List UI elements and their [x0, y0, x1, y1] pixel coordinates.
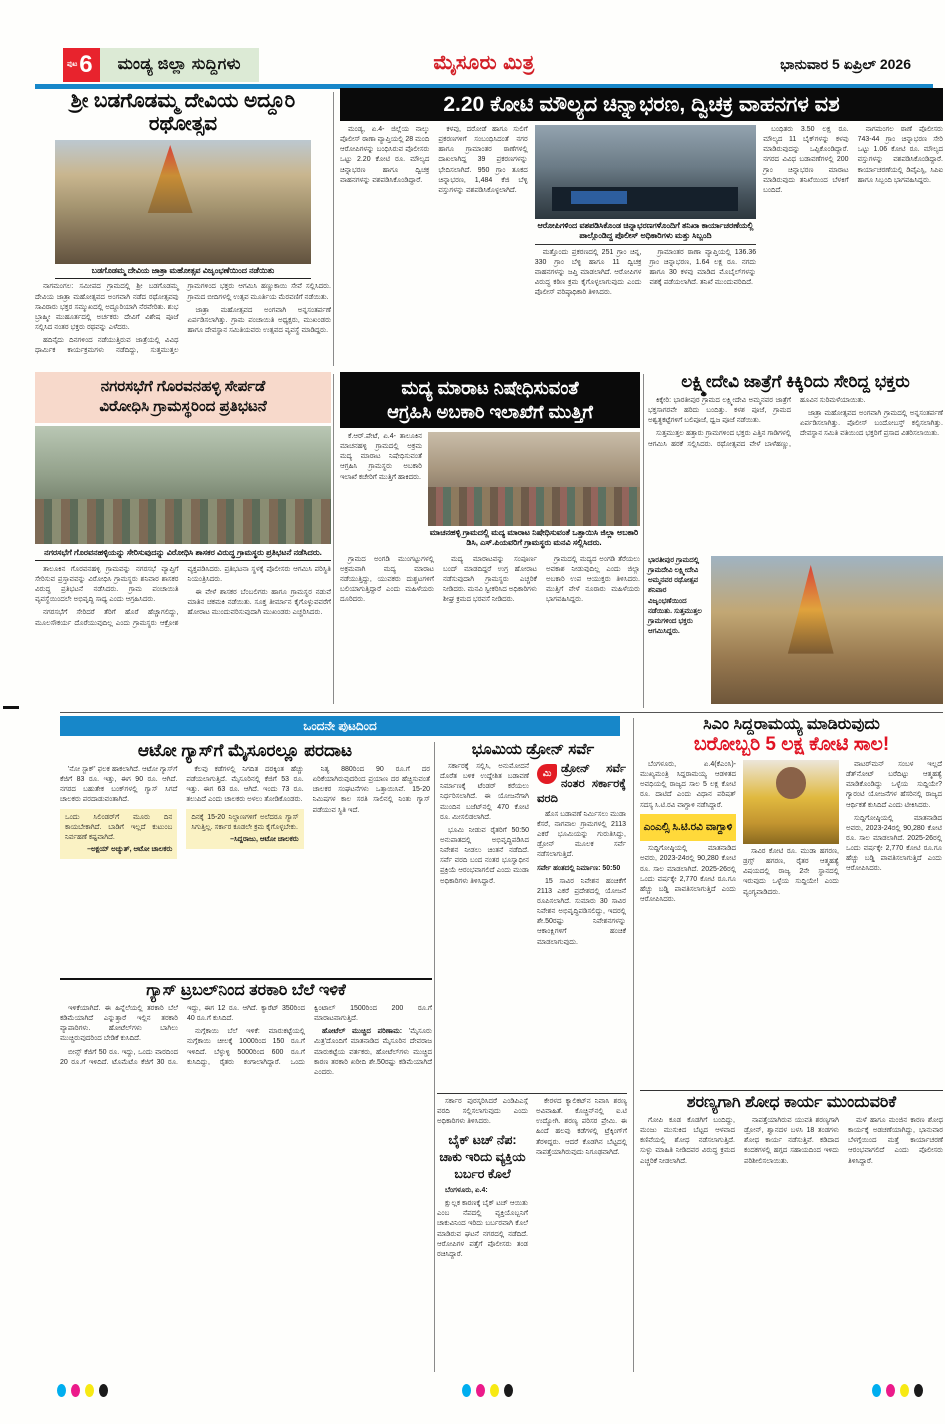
subhead-block — [537, 762, 626, 807]
chariot-shape — [142, 145, 198, 213]
body-paragraph: ಗ್ರಾಮದ ಅಂಗಡಿ ಮುಂಗಟ್ಟುಗಳಲ್ಲಿ ಅಕ್ರಮವಾಗಿ ಮದ್ಯ ಮಾರಾಟ ನಡೆಯುತ್ತಿದ್ದು, ಯುವಕರು ದುಶ್ಚಟಗಳಿಗೆ ಬಲಿಯಾಗುತ್ತಿದ್ದಾರೆ ಎಂದು ಮಹಿಳೆಯರು ದೂರಿದರು. — [340, 555, 434, 604]
body-paragraph: ತಾಲೂಕಿನ ಗೊರವನಹಳ್ಳಿ ಗ್ರಾಮವನ್ನು ನಗರಸಭೆ ವ್ಯಾಪ್ತಿಗೆ ಸೇರಿಸುವ ಪ್ರಸ್ತಾವವನ್ನು ವಿರೋಧಿಸಿ ಗ್ರಾಮಸ್ಥರು ಶನಿವಾರ ಶಾಸಕರ ವಿರುದ್ಧ ಪ್ರತಿಭಟನೆ ನಡೆಸಿದರು. ಗ್ರಾಮ ಪಂಚಾಯಿತಿ ವ್ಯವಸ್ಥೆಯಿಂದಲೇ ಅಭಿವೃದ್ಧಿ ಸಾಧ್ಯ ಎಂದು ಆಗ್ರಹಿಸಿದರು. — [35, 565, 179, 604]
article-vegetable-price — [60, 978, 432, 1364]
quote-attribution: –ಸಿದ್ದರಾಜು, ಆಟೋ ಚಾಲಕರು — [230, 835, 299, 843]
photo-block — [428, 432, 640, 551]
headline-text: 2.20 ಕೋಟಿ ಮೌಲ್ಯದ ಚಿನ್ನಾಭರಣ, ದ್ವಿಚಕ್ರ ವಾಹನಗಳ ವಶ — [443, 92, 840, 116]
body-paragraph: ಗ್ರಾಮದಲ್ಲಿ ಮದ್ಯದ ಅಂಗಡಿ ತೆರೆಯಲು ಅವಕಾಶ ನೀಡುವುದಿಲ್ಲ ಎಂದು ಜಿಲ್ಲಾ ಅಬಕಾರಿ ಉಪ ಆಯುಕ್ತರು ತಿಳಿಸಿದರು. ಮುತ್ತಿಗೆ ವೇಳೆ ನೂರಾರು ಮಹಿಳೆಯರು ಭಾಗವಹಿಸಿದ್ದರು. — [546, 555, 640, 604]
body-paragraph: ಸರ್ಕಾರಕ್ಕೆ ಸಲ್ಲಿಸಿ, ಅನುಮೋದನೆ ದೊರೆತ ಬಳಿಕ ಉದ್ದೇಶಿತ ಬಡಾವಣೆ ನಿರ್ಮಾಣಕ್ಕೆ ಟೆಂಡರ್ ಕರೆಯಲು ನಿರ್ಧರಿಸಲಾಗಿದೆ. ಈ ಯೋಜನೆಗಾಗಿ ಮುಂದಿನ ಬಜೆಟ್‌ನಲ್ಲಿ 470 ಕೋಟಿ ರೂ. ಮೀಸಲಿಡಲಾಗಿದೆ. — [440, 763, 529, 821]
evidence-table-shape — [552, 187, 738, 211]
body-column — [440, 762, 529, 1084]
article-auto-gas — [60, 741, 430, 973]
article-lakshmi-jatre — [648, 372, 943, 704]
article-bike-murder — [437, 1093, 627, 1369]
article-headline: ಆಟೋ ಗ್ಯಾಸ್‌ಗೆ ಮೈಸೂರಲ್ಲೂ ಪರದಾಟ — [137, 741, 353, 760]
body-paragraph: ಈ ವೇಳೆ ಶಾಸಕರ ಬೆಂಬಲಿಗರು ಹಾಗೂ ಗ್ರಾಮಸ್ಥರ ನಡುವೆ ಮಾತಿನ ಚಕಮಕಿ ನಡೆಯಿತು. ಸೂಕ್ತ ತೀರ್ಮಾನ ಕೈಗೊಳ್ಳುವವರೆಗೆ ಹೋರಾಟ ಮುಂದುವರಿಸುವುದಾಗಿ ಮುಖಂಡರು ಎಚ್ಚರಿಸಿದರು. — [187, 589, 331, 617]
body-paragraph: 15 ಸಾವಿರ ನಿವೇಶನ ಹಂಚಿಕೆಗೆ 2113 ಎಕರೆ ಪ್ರದೇಶದಲ್ಲಿ ಯೋಜನೆ ರೂಪಿಸಲಾಗಿದೆ. ಸುಮಾರು 30 ಸಾವಿರ ನಿವೇಶನ ಅಭಿವೃದ್ಧಿಪಡಿಸಲಿದ್ದು, ಇದರಲ್ಲಿ ಶೇ.50ರಷ್ಟು ನಿವೇಶನಗಳನ್ನು ಆಕಾಂಕ್ಷಿಗಳಿಗೆ ಹಂಚಿಕೆ ಮಾಡಲಾಗುವುದು. — [537, 877, 626, 946]
quote-attribution: –ಅಕ್ಷಯ್ ಅಚ್ಯುತ್, ಆಟೋ ಚಾಲಕರು — [87, 845, 173, 853]
body-paragraph: ಕ್ಷುಲ್ಲಕ ಕಾರಣಕ್ಕೆ ಬೈಕ್ ಟಚ್ ಆಯಿತು ಎಂಬ ನೆಪದಲ್ಲಿ ವ್ಯಕ್ತಿಯೊಬ್ಬನಿಗೆ ಚಾಕುವಿನಿಂದ ಇರಿದು ಬರ್ಬರವಾಗಿ ಕೊಲೆ ಮಾಡಿರುವ ಘಟನೆ ನಗರದಲ್ಲಿ ನಡೆದಿದೆ. ಆರೋಪಿಗಳ ಪತ್ತೆಗೆ ಪೊಲೀಸರು ತಂಡ ರಚಿಸಿದ್ದಾರೆ. — [437, 1200, 528, 1258]
body-column — [743, 760, 839, 1072]
black-dot — [914, 1384, 923, 1397]
ct-ravi-photo — [743, 760, 839, 844]
article-gold-seizure — [340, 88, 943, 367]
article-cm-debt — [640, 716, 943, 1072]
article-headline: ಭೂಮಿಯ ಡ್ರೋನ್ ಸರ್ವೆ — [471, 741, 595, 758]
body-column — [846, 760, 942, 1072]
body-paragraph: ಕಳವು, ದರೋಡೆ ಹಾಗೂ ಸುಲಿಗೆ ಪ್ರಕರಣಗಳಿಗೆ ಸಂಬಂಧಿಸಿದಂತೆ ನಗರ ಹಾಗೂ ಗ್ರಾಮಾಂತರ ಠಾಣೆಗಳಲ್ಲಿ ದಾಖಲಾಗಿದ್ದ 39 ಪ್ರಕರಣಗಳನ್ನು ಭೇದಿಸಲಾಗಿದೆ. 950 ಗ್ರಾಂ ತೂಕದ ಚಿನ್ನಾಭರಣ, 1,484 ಕೆಜಿ ಬೆಳ್ಳಿ ವಸ್ತುಗಳನ್ನು ವಶಪಡಿಸಿಕೊಳ್ಳಲಾಗಿದೆ. — [438, 126, 528, 194]
body-paragraph: ಭೂಮಿ ನೀಡುವ ರೈತರಿಗೆ 50:50 ಅನುಪಾತದಲ್ಲಿ ಅಭಿವೃದ್ಧಿಪಡಿಸಿದ ನಿವೇಶನ ನೀಡಲು ಚಿಂತನೆ ನಡೆದಿದೆ. ಸರ್ವೆ ವರದಿ ಬಂದ ನಂತರ ಭೂಸ್ವಾಧೀನ ಪ್ರಕ್ರಿಯೆ ಆರಂಭವಾಗಲಿದೆ ಎಂದು ಮುಡಾ ಅಧಿಕಾರಿಗಳು ತಿಳಿಸಿದ್ದಾರೆ. — [440, 826, 529, 885]
article-drone-survey — [440, 741, 626, 1084]
chariot-shape — [781, 565, 841, 654]
body-column — [640, 760, 736, 1072]
quote-text: ಒಂದು ಸಿಲಿಂಡರ್‌ಗೆ ಮೂರು ದಿನ ಕಾಯಬೇಕಾಗಿದೆ. ಬಾಡಿಗೆ ಇಲ್ಲದೆ ಕುಟುಂಬ ನಿರ್ವಹಣೆ ಕಷ್ಟವಾಗಿದೆ. — [65, 813, 173, 841]
column-rule — [633, 718, 634, 1372]
body-paragraph: ಮದ್ಯ ಮಾರಾಟವನ್ನು ಸಂಪೂರ್ಣ ಬಂದ್ ಮಾಡದಿದ್ದರೆ ಉಗ್ರ ಹೋರಾಟ ನಡೆಸುವುದಾಗಿ ಗ್ರಾಮಸ್ಥರು ಎಚ್ಚರಿಕೆ ನೀಡಿದರು. ಮನವಿ ಸ್ವೀಕರಿಸಿದ ಅಧಿಕಾರಿಗಳು ಶೀಘ್ರ ಕ್ರಮದ ಭರವಸೆ ನೀಡಿದರು. — [443, 555, 537, 604]
jatre-chariot-photo — [711, 556, 943, 704]
photo-row — [648, 556, 943, 704]
black-dot — [99, 1384, 108, 1397]
body-paragraph: ಮತ್ತೊಂದು ಪ್ರಕರಣದಲ್ಲಿ 251 ಗ್ರಾಂ ಚಿನ್ನ, 330 ಗ್ರಾಂ ಬೆಳ್ಳಿ ಹಾಗೂ 11 ದ್ವಿಚಕ್ರ ವಾಹನಗಳನ್ನು ಜಪ್ತಿ ಮಾಡಲಾಗಿದೆ. ಆರೋಪಿಗಳ ವಿರುದ್ಧ ಕಠಿಣ ಕ್ರಮ ಕೈಗೊಳ್ಳಲಾಗುವುದು ಎಂದು ಪೊಲೀಸ್ ವರಿಷ್ಠಾಧಿಕಾರಿ ತಿಳಿಸಿದರು. — [534, 248, 642, 297]
body-paragraph: ವಾಟರ್‌ಮನ್ ಸಂಬಳ ಇಲ್ಲದೆ ಡೆತ್‌ನೋಟ್ ಬರೆದಿಟ್ಟು ಆತ್ಮಹತ್ಯೆ ಮಾಡಿಕೊಂಡಿದ್ದು ಒಳ್ಳೆಯ ಸುದ್ದಿಯೇ? ಗ್ಯಾರಂಟಿ ಯೋಜನೆಗಳ ಹೆಸರಿನಲ್ಲಿ ರಾಜ್ಯದ ಆರ್ಥಿಕತೆ ಕುಸಿದಿದೆ ಎಂದು ಟೀಕಿಸಿದರು. — [846, 761, 942, 809]
body-paragraph: ಸರ್ಕಾರ ಪುರಸ್ಕರಿಸಿದರೆ ಎಂಡಿಪಿಎಸ್ಗೆ ವರದಿ ಸಲ್ಲಿಸಲಾಗುವುದು ಎಂದು ಅಧಿಕಾರಿಗಳು ತಿಳಿಸಿದರು. — [437, 1098, 528, 1126]
article-liquor-protest — [340, 372, 640, 703]
body-paragraph: ಬಂಧಿತರು 3.50 ಲಕ್ಷ ರೂ. ಮೌಲ್ಯದ 11 ಬೈಕ್‌ಗಳನ್ನು ಕಳವು ಮಾಡಿರುವುದನ್ನು ಒಪ್ಪಿಕೊಂಡಿದ್ದಾರೆ. ನಗರದ ವಿವಿಧ ಬಡಾವಣೆಗಳಲ್ಲಿ 200 ಗ್ರಾಂ ಚಿನ್ನಾಭರಣ ಮಾರಾಟ ಮಾಡಿರುವುದು ತನಿಖೆಯಿಂದ ಬೆಳಕಿಗೆ ಬಂದಿದೆ. — [763, 126, 849, 194]
body-columns-left — [340, 125, 528, 367]
section-rule — [60, 712, 943, 713]
section-title: ಮಂಡ್ಯ ಜಿಲ್ಲಾ ಸುದ್ದಿಗಳು — [100, 48, 259, 82]
body-paragraph: ನಗರಸಭೆಗೆ ಸೇರಿದರೆ ತೆರಿಗೆ ಹೊರೆ ಹೆಚ್ಚಾಗಲಿದ್ದು, ಮೂಲಸೌಕರ್ಯ ದೊರೆಯುವುದಿಲ್ಲ ಎಂದು ಗ್ರಾಮಸ್ಥರು ಆಕ್ರೋಶ ವ್ಯಕ್ತಪಡಿಸಿದರು. ಪ್ರತಿಭಟನಾ ಸ್ಥಳಕ್ಕೆ ಪೊಲೀಸರು ಆಗಮಿಸಿ ಪರಿಸ್ಥಿತಿ ನಿಯಂತ್ರಿಸಿದರು. — [35, 565, 331, 627]
page-label: ಪುಟ — [67, 61, 78, 68]
headline-line2: ಆಗ್ರಹಿಸಿ ಅಬಕಾರಿ ಇಲಾಖೆಗೆ ಮುತ್ತಿಗೆ — [387, 402, 593, 422]
headline-line1: ಸಿಎಂ ಸಿದ್ದರಾಮಯ್ಯ ಮಾಡಿರುವುದು — [703, 716, 880, 733]
article-body — [648, 396, 943, 552]
chariot-festival-photo — [55, 140, 311, 264]
body-paragraph: ನಾಪತ್ತೆಯಾಗಿರುವ ಯುವತಿ ಶರಣ್ಯಗಾಗಿ ಡ್ರೋನ್, ಶ್ವಾನದಳ ಬಳಸಿ 18 ತಂಡಗಳು ಶೋಧ ಕಾರ್ಯ ನಡೆಸುತ್ತಿವೆ. ಕಡಿದಾದ ಕಂದಕಗಳಲ್ಲಿ ಹಗ್ಗದ ಸಹಾಯದಿಂದ ಇಳಿದು ಪರಿಶೀಲಿಸಲಾಯಿತು. — [744, 1117, 839, 1165]
page-header — [35, 48, 933, 84]
body-paragraph: ಕೇರಳದ ಕ್ಯಾಲಿಕಟ್‌ನ ನಿವಾಸಿ ಶರಣ್ಯ ಅವಿವಾಹಿತೆ. ಕೊಚ್ಚಿನ್‌ನಲ್ಲಿ ಐ.ಟಿ ಉದ್ಯೋಗಿ. ಶರಣ್ಯ ಪರಿಸರ ಪ್ರೇಮಿ. ಈ ಹಿಂದೆ ಹಲವು ಕಡೆಗಳಲ್ಲಿ ಟ್ರೆಕ್ಕಿಂಗ್‌ಗೆ ತೆರಳಿದ್ದರು. ಆದರೆ ಕೊಡಗಿನ ಬೆಟ್ಟದಲ್ಲಿ ನಾಪತ್ತೆಯಾಗಿರುವುದು ನಿಗೂಢವಾಗಿದೆ. — [536, 1098, 627, 1156]
article-headline: ಲಕ್ಷ್ಮೀದೇವಿ ಜಾತ್ರೆಗೆ ಕಿಕ್ಕಿರಿದು ಸೇರಿದ್ದ ಭಕ್ತರು — [681, 372, 910, 391]
article-body — [437, 1097, 627, 1369]
memorandum-photo — [428, 432, 640, 526]
body-paragraph: ನಿತ್ಯ 880ರಿಂದ 90 ರೂ.ಗೆ ದರ ಏರಿಕೆಯಾಗಿರುವುದರಿಂದ ಪ್ರಯಾಣ ದರ ಹೆಚ್ಚಿಸುವಂತೆ ಚಾಲಕರ ಸಂಘಟನೆಗಳು ಒತ್ತಾಯಿಸಿವೆ. 15-20 ನಿಮಿಷಗಳ ಕಾಲ ಸರತಿ ಸಾಲಿನಲ್ಲಿ ನಿಂತು ಗ್ಯಾಸ್ ಪಡೆಯುವ ಸ್ಥಿತಿ ಇದೆ. — [312, 766, 430, 814]
column-rule — [643, 374, 644, 708]
quote-text: ದಿನಕ್ಕೆ 15-20 ನಿಲ್ದಾಣಗಳಿಗೆ ಅಲೆದರೂ ಗ್ಯಾಸ್ ಸಿಗುತ್ತಿಲ್ಲ. ಸರ್ಕಾರ ಕೂಡಲೇ ಕ್ರಮ ಕೈಗೊಳ್ಳಬೇಕು. — [191, 813, 299, 831]
body-columns-below-photo — [535, 248, 756, 360]
body-paragraph: ಕಿಕ್ಕೇರಿ: ಭಾರತೀಪುರ ಗ್ರಾಮದ ಲಕ್ಷ್ಮೀದೇವಿ ಅಮ್ಮನವರ ಜಾತ್ರೆಗೆ ಭಕ್ತಸಾಗರವೇ ಹರಿದು ಬಂದಿತ್ತು. ಕಳಶ ಪೂಜೆ, ಗ್ರಾಮದ ಅಶ್ವತ್ಥಕಟ್ಟೆಗಳಿಗೆ ಬಲಿಪೂಜೆ, ಧ್ವಜ ಪೂಜೆ ನಡೆಯಿತು. — [648, 397, 791, 425]
article-body — [60, 1004, 432, 1364]
article-headline: ಶ್ರೀ ಬಡಗೊಡಮ್ಮ ದೇವಿಯ ಅದ್ದೂರಿ ರಥೋತ್ಸವ — [70, 90, 296, 135]
body-paragraph: ನಾಗಮಂಗಲ: ಸಮೀಪದ ಗ್ರಾಮದಲ್ಲಿ ಶ್ರೀ ಬಡಗೊಡಮ್ಮ ದೇವಿಯ ಜಾತ್ರಾ ಮಹೋತ್ಸವದ ಅಂಗವಾಗಿ ನಡೆದ ರಥೋತ್ಸವವು ಸಾವಿರಾರು ಭಕ್ತರ ಸಮ್ಮುಖದಲ್ಲಿ ಅದ್ದೂರಿಯಾಗಿ ನೆರವೇರಿತು. ಶುಭ ಬ್ರಾಹ್ಮೀ ಮುಹೂರ್ತದಲ್ಲಿ ಅರ್ಚಕರು ದೇವಿಗೆ ವಿಶೇಷ ಪೂಜೆ ಸಲ್ಲಿಸಿದ ನಂತರ ಭಕ್ತರು ರಥವನ್ನು ಎಳೆದರು. — [35, 283, 179, 331]
article-headline: ಶರಣ್ಯಗಾಗಿ ಶೋಧ ಕಾರ್ಯ ಮುಂದುವರಿಕೆ — [686, 1094, 897, 1111]
article-subhead: ಡ್ರೋನ್ ಸರ್ವೆ ನಂತರ ಸರ್ಕಾರಕ್ಕೆ ವರದಿ — [537, 763, 626, 805]
headline-line2: ವಿರೋಧಿಸಿ ಗ್ರಾಮಸ್ಥರಿಂದ ಪ್ರತಿಭಟನೆ — [99, 398, 267, 416]
body-paragraph: ಬೀನ್ಸ್ ಕೆಜಿಗೆ 50 ರೂ. ಇದ್ದು, ಒಂದು ವಾರದಿಂದ 20 ರೂ.ಗೆ ಇಳಿದಿದೆ. ಟೊಮೆಟೊ ಕೆಜಿಗೆ 30 ರೂ. ಇದ್ದು, ಈಗ 12 ರೂ. ಆಗಿದೆ. ಕ್ಯಾರೆಟ್ 350ರಿಂದ 40 ರೂ.ಗೆ ಕುಸಿದಿದೆ. — [60, 1005, 305, 1066]
body-paragraph: ಸಾವಿರ ಕೋಟಿ ರೂ. ಮುಡಾ ಹಗರಣ, ಡ್ರಗ್ಸ್ ಹಗರಣ, ರೈತರ ಆತ್ಮಹತ್ಯೆ ವಿಷಯದಲ್ಲಿ ರಾಜ್ಯ 2ನೇ ಸ್ಥಾನದಲ್ಲಿ ಇರುವುದು ಒಳ್ಳೆಯ ಸುದ್ದಿಯೇ! ಎಂದು ವ್ಯಂಗ್ಯವಾಡಿದರು. — [743, 848, 839, 896]
article-sharanya-search — [640, 1090, 943, 1362]
article-headline — [340, 372, 640, 428]
registration-marks-left — [57, 1384, 108, 1397]
photo-caption: ಭಾರತೀಪುರ ಗ್ರಾಮದಲ್ಲಿ ಗ್ರಾಮದೇವಿ ಲಕ್ಷ್ಮೀದೇವಿ ಅಮ್ಮನವರ ರಥೋತ್ಸವ ಶನಿವಾರ ವಿಜೃಂಭಣೆಯಿಂದ ನಡೆಯಿತು. ಸುತ್ತಮುತ್ತಲ ಗ್ರಾಮಗಳಿಂದ ಭಕ್ತರು ಆಗಮಿಸಿದ್ದರು. — [648, 557, 702, 635]
article-body — [35, 282, 331, 378]
photo-block — [535, 125, 756, 367]
yellow-dot — [85, 1384, 94, 1397]
body-paragraph: ಮಳೆ ಹಾಗೂ ಮಂಜಿನ ಕಾರಣ ಶೋಧ ಕಾರ್ಯಕ್ಕೆ ಅಡಚಣೆಯಾಗಿದ್ದು, ಭಾನುವಾರ ಬೆಳಗ್ಗೆಯಿಂದ ಮತ್ತೆ ಕಾರ್ಯಾಚರಣೆ ಆರಂಭವಾಗಲಿದೆ ಎಂದು ಪೊಲೀಸರು ತಿಳಿಸಿದ್ದಾರೆ. — [848, 1117, 943, 1165]
body-paragraph: ಕೆ.ಆರ್.ಪೇಟೆ, ಏ.4- ತಾಲೂಕಿನ ಮಾಚನಹಳ್ಳಿ ಗ್ರಾಮದಲ್ಲಿ ಅಕ್ರಮ ಮದ್ಯ ಮಾರಾಟ ನಿಷೇಧಿಸುವಂತೆ ಆಗ್ರಹಿಸಿ ಗ್ರಾಮಸ್ಥರು ಅಬಕಾರಿ ಇಲಾಖೆ ಕಚೇರಿಗೆ ಮುತ್ತಿಗೆ ಹಾಕಿದರು. — [340, 433, 422, 481]
body-paragraph: ಇಳಿಕೆಯಾಗಿದೆ. ಈ ಹಿನ್ನೆಲೆಯಲ್ಲಿ ತರಕಾರಿ ಬೆಲೆ ಕಡಿಮೆಯಾಗಿದೆ ಎನ್ನುತ್ತಾರೆ ಇಲ್ಲಿನ ತರಕಾರಿ ವ್ಯಾಪಾರಿಗಳು. ಹೋಟೆಲ್‌ಗಳು ಬಾಗಿಲು ಮುಚ್ಚಿರುವುದರಿಂದ ಬೇಡಿಕೆ ಕುಸಿದಿದೆ. — [60, 1005, 178, 1043]
police-seizure-photo — [535, 125, 756, 219]
article-body — [340, 555, 640, 703]
driver-quote-box — [60, 809, 177, 860]
body-text: 'ಮೈಸೂರು ಮಿತ್ರ'ದೊಂದಿಗೆ ಮಾತನಾಡಿದ ಮೈಸೂರಿನ ದೇವರಾಜ ಮಾರುಕಟ್ಟೆಯ ವರ್ತಕರು, ಹೋಟೆಲ್‌ಗಳು ಮುಚ್ಚಿದ ಕಾರಣ ತರಕಾರಿ ಖರೀದಿ ಶೇ.50ರಷ್ಟು ಕಡಿಮೆಯಾಗಿದೆ ಎಂದರು. — [314, 1028, 432, 1076]
article-body — [640, 760, 943, 1072]
edition-date: ಭಾನುವಾರ 5 ಏಪ್ರಿಲ್ 2026 — [780, 56, 911, 72]
article-body — [440, 762, 626, 1084]
protest-photo — [35, 426, 331, 544]
magenta-dot — [71, 1384, 80, 1397]
article-body — [340, 125, 943, 367]
portrait-shape — [776, 767, 807, 799]
body-paragraph — [314, 1027, 432, 1078]
column-rule — [434, 742, 435, 1372]
masthead: ಮೈಸೂರು ಮಿತ್ರ — [433, 52, 535, 74]
photo-caption: ನಗರಸಭೆಗೆ ಗೊರವನಹಳ್ಳಿಯನ್ನು ಸೇರಿಸುವುದನ್ನು ವಿರೋಧಿಸಿ ಶಾಸಕರ ವಿರುದ್ಧ ಗ್ರಾಮಸ್ಥರು ಪ್ರತಿಭಟನೆ ನಡೆಸಿದರು. — [35, 546, 331, 561]
body-paragraph: ಗ್ರಾಮಾಂತರ ಠಾಣಾ ವ್ಯಾಪ್ತಿಯಲ್ಲಿ 136.36 ಗ್ರಾಂ ಚಿನ್ನಾಭರಣ, 1.64 ಲಕ್ಷ ರೂ. ನಗದು ಹಾಗೂ 30 ಕಳವು ಮಾಡಿದ ಮೊಬೈಲ್‌ಗಳನ್ನು ವಶಕ್ಕೆ ಪಡೆಯಲಾಗಿದೆ. ತನಿಖೆ ಮುಂದುವರಿದಿದೆ. — [649, 248, 757, 287]
people-shape — [428, 487, 640, 526]
mysuru-mitra-logo-icon: ಮಿ — [537, 764, 557, 784]
column-rule — [333, 374, 334, 704]
body-column-left — [340, 432, 422, 551]
headline-line1: ಬೈಕ್ ಟಚ್ ನೆಪ: — [448, 1133, 517, 1148]
attribution-box: ಎಂಎಲ್ಸಿ ಸಿ.ಟಿ.ರವಿ ವಾಗ್ದಾಳಿ — [640, 814, 736, 842]
article-body — [640, 1116, 943, 1362]
body-paragraph: ನಾಗಮಂಗಲ ಠಾಣೆ ಪೊಲೀಸರು 743-44 ಗ್ರಾಂ ಚಿನ್ನಾಭರಣ ಸೇರಿ ಒಟ್ಟು 1.06 ಕೋಟಿ ರೂ. ಮೌಲ್ಯದ ವಸ್ತುಗಳನ್ನು ವಶಪಡಿಸಿಕೊಂಡಿದ್ದಾರೆ. ಕಾರ್ಯಾಚರಣೆಯಲ್ಲಿ ಡಿವೈಎಸ್ಪಿ, ಸಿಪಿಐ ಹಾಗೂ ಸಿಬ್ಬಂದಿ ಭಾಗವಹಿಸಿದ್ದರು. — [857, 126, 943, 184]
body-paragraph: ಸುತ್ತಮುತ್ತಲ ಹತ್ತಾರು ಗ್ರಾಮಗಳಿಂದ ಭಕ್ತರು ಎತ್ತಿನ ಗಾಡಿಗಳಲ್ಲಿ ಆಗಮಿಸಿ ಹರಕೆ ಸಲ್ಲಿಸಿದರು. ರಥೋತ್ಸವದ ವೇಳೆ ಬಾಳೆಹಣ್ಣು, ಹೂವಿನ ಸುರಿಮಳೆಯಾಯಿತು. — [648, 397, 866, 448]
from-page-one-banner: ಒಂದನೇ ಪುಟದಿಂದ — [60, 716, 620, 736]
body-paragraph: ಸುದ್ದಿಗೋಷ್ಠಿಯಲ್ಲಿ ಮಾತನಾಡಿದ ಅವರು, 2023-24ರಲ್ಲಿ 90,280 ಕೋಟಿ ರೂ. ಸಾಲ ಮಾಡಲಾಗಿದೆ. 2025-26ರಲ್ಲಿ ಒಂದು ವರ್ಷಕ್ಕೇ 2,770 ಕೋಟಿ ರೂ.ಗೂ ಹೆಚ್ಚು ಬಡ್ಡಿ ಪಾವತಿಸಲಾಗುತ್ತಿದೆ ಎಂದು ಆರೋಪಿಸಿದರು. — [640, 845, 736, 904]
body-columns-right — [763, 125, 943, 367]
cyan-dot — [872, 1384, 881, 1397]
headline-line3: ಬರ್ಬರ ಕೊಲೆ — [454, 1167, 511, 1182]
headline-line2: ಚಾಕು ಇರಿದು ವ್ಯಕ್ತಿಯ — [439, 1150, 526, 1165]
body-paragraph: ಕೆಲವು ಕಡೆಗಳಲ್ಲಿ ನಿಗದಿತ ದರಕ್ಕಿಂತ ಹೆಚ್ಚು ಪಡೆಯಲಾಗುತ್ತಿದೆ. ಮೈಸೂರಿನಲ್ಲಿ ಕೆಜಿಗೆ 53 ರೂ. ಇತ್ತು. ಈಗ 63 ರೂ. ಆಗಿದೆ. ಇಂದು 73 ರೂ. ತಲುಪಿದೆ ಎಂದು ಚಾಲಕರು ಅಳಲು ತೋಡಿಕೊಂಡರು. — [186, 766, 304, 804]
headline-line1: ನಗರಸಭೆಗೆ ಗೊರವನಹಳ್ಳಿ ಸೇರ್ಪಡೆ — [100, 378, 266, 395]
body-paragraph: ಜಾತ್ರಾ ಮಹೋತ್ಸವದ ಅಂಗವಾಗಿ ಗ್ರಾಮದಲ್ಲಿ ಅನ್ನಸಂತರ್ಪಣೆ ಏರ್ಪಡಿಸಲಾಗಿತ್ತು. ಪೊಲೀಸ್ ಬಂದೋಬಸ್ತ್ ಕಲ್ಪಿಸಲಾಗಿತ್ತು. ದೇವಸ್ಥಾನ ಸಮಿತಿ ವತಿಯಿಂದ ಭಕ್ತರಿಗೆ ಪ್ರಸಾದ ವಿತರಿಸಲಾಯಿತು. — [800, 410, 943, 438]
photo-caption: ಬಡಗೊಡಮ್ಮ ದೇವಿಯ ಜಾತ್ರಾ ಮಹೋತ್ಸವ ವಿಜೃಂಭಣೆಯಿಂದ ನಡೆಯಿತು — [55, 264, 311, 279]
article-rathotsava — [35, 90, 331, 378]
article-headline: ಗ್ಯಾಸ್ ಟ್ರಬಲ್‌ನಿಂದ ತರಕಾರಿ ಬೆಲೆ ಇಳಿಕೆ — [146, 982, 346, 999]
body-paragraph: ಸುದ್ದಿಗೋಷ್ಠಿಯಲ್ಲಿ ಮಾತನಾಡಿದ ಅವರು, 2023-24ರಲ್ಲಿ 90,280 ಕೋಟಿ ರೂ. ಸಾಲ ಮಾಡಲಾಗಿದೆ. 2025-26ರಲ್ಲಿ ಒಂದು ವರ್ಷಕ್ಕೇ 2,770 ಕೋಟಿ ರೂ.ಗೂ ಹೆಚ್ಚು ಬಡ್ಡಿ ಪಾವತಿಸಲಾಗುತ್ತಿದೆ ಎಂದು ಆರೋಪಿಸಿದರು. — [846, 814, 942, 873]
magenta-dot — [476, 1384, 485, 1397]
registration-marks-center — [462, 1384, 513, 1397]
body-paragraph: ಗೋಪಿ ಕೂಡ ಕೊಡಗಿಗೆ ಬಂದಿದ್ದು, ಮಂಜು ಮುಸುಕಿದ ಬೆಟ್ಟದ ಆಳವಾದ ಕಣಿವೆಯಲ್ಲಿ ಶೋಧ ನಡೆಸಲಾಗುತ್ತಿದೆ. ಸುಳ್ಳು ಮಾಹಿತಿ ನೀಡಿದವರ ವಿರುದ್ಧ ಕ್ರಮದ ಎಚ್ಚರಿಕೆ ನೀಡಲಾಗಿದೆ. — [640, 1117, 735, 1165]
photo-row — [340, 432, 640, 551]
photo-caption: ಮಾಚನಹಳ್ಳಿ ಗ್ರಾಮದಲ್ಲಿ ಮದ್ಯ ಮಾರಾಟ ನಿಷೇಧಿಸುವಂತೆ ಒತ್ತಾಯಿಸಿ ಜಿಲ್ಲಾ ಅಬಕಾರಿ ಡಿಸಿ, ಎಸ್.ಪಿಯವರಿಗೆ ಗ್ರಾಮಸ್ಥರು ಮನವಿ ಸಲ್ಲಿಸಿದರು. — [429, 528, 639, 548]
headline-line2: ಬರೋಬ್ಬರಿ 5 ಲಕ್ಷ ಕೋಟಿ ಸಾಲ! — [693, 734, 890, 755]
cyan-dot — [462, 1384, 471, 1397]
body-paragraph: ಹದಿನೈದು ದಿನಗಳಿಂದ ನಡೆಯುತ್ತಿರುವ ಜಾತ್ರೆಯಲ್ಲಿ ವಿವಿಧ ಧಾರ್ಮಿಕ ಕಾರ್ಯಕ್ರಮಗಳು ನಡೆದಿದ್ದು, ಸುತ್ತಮುತ್ತಲ ಗ್ರಾಮಗಳಿಂದ ಭಕ್ತರು ಆಗಮಿಸಿ ಹಣ್ಣುಕಾಯಿ ಸೇವೆ ಸಲ್ಲಿಸಿದರು. ಗ್ರಾಮದ ಬೀದಿಗಳಲ್ಲಿ ಉತ್ಸವ ಮೂರ್ತಿಯ ಮೆರವಣಿಗೆ ನಡೆಯಿತು. — [35, 283, 331, 355]
photo-caption: ಆರೋಪಿಗಳಿಂದ ವಶಪಡಿಸಿಕೊಂಡ ಚಿನ್ನಾಭರಣಗಳೊಂದಿಗೆ ತನಿಖಾ ಕಾರ್ಯಾಚರಣೆಯಲ್ಲಿ ಪಾಲ್ಗೊಂಡಿದ್ದ ಪೊಲೀಸ್ ಅಧಿಕಾರಿಗಳು ಮತ್ತು ಸಿಬ್ಬಂದಿ — [535, 219, 756, 245]
body-paragraph: ಮಂಡ್ಯ, ಏ.4- ಜಿಲ್ಲೆಯ ನಾಲ್ಕು ಪೊಲೀಸ್ ಠಾಣಾ ವ್ಯಾಪ್ತಿಯಲ್ಲಿ 28 ಮಂದಿ ಆರೋಪಿಗಳನ್ನು ಬಂಧಿಸಿರುವ ಪೊಲೀಸರು ಒಟ್ಟು 2.20 ಕೋಟಿ ರೂ. ಮೌಲ್ಯದ ಚಿನ್ನಾಭರಣ ಹಾಗೂ ದ್ವಿಚಕ್ರ ವಾಹನಗಳನ್ನು ವಶಪಡಿಸಿಕೊಂಡಿದ್ದಾರೆ. — [340, 126, 430, 184]
body-column — [437, 1097, 528, 1369]
article-headline — [340, 88, 943, 121]
sharanya-overflow-column — [536, 1097, 627, 1369]
yellow-dot — [900, 1384, 909, 1397]
article-headline — [35, 372, 331, 423]
driver-quote-box — [186, 809, 303, 849]
crop-mark — [3, 706, 19, 709]
article-headline — [437, 1132, 528, 1183]
body-paragraph: ನುಗ್ಗೆಕಾಯಿ ಬೆಲೆ ಇಳಿಕೆ: ಮಾರುಕಟ್ಟೆಯಲ್ಲಿ ನುಗ್ಗೆಕಾಯಿ ಚೀಲಕ್ಕೆ 1000ರಿಂದ 150 ರೂ.ಗೆ ಇಳಿದಿದೆ. ಬೆಳ್ಳುಳ್ಳಿ 5000ರಿಂದ 600 ರೂ.ಗೆ ಕುಸಿದಿದ್ದು, ರೈತರು ಕಂಗಾಲಾಗಿದ್ದಾರೆ. ಒಂದು ಕ್ವಿಂಟಾಲ್ 1500ರಿಂದ 200 ರೂ.ಗೆ ಮಾರಾಟವಾಗುತ್ತಿದೆ. — [187, 1005, 432, 1066]
crowd-shape — [35, 499, 331, 544]
body-paragraph: ಜಾತ್ರಾ ಮಹೋತ್ಸವದ ಅಂಗವಾಗಿ ಅನ್ನಸಂತರ್ಪಣೆ ಏರ್ಪಡಿಸಲಾಗಿತ್ತು. ಗ್ರಾಮ ಪಂಚಾಯಿತಿ ಅಧ್ಯಕ್ಷರು, ಮುಖಂಡರು ಹಾಗೂ ದೇವಸ್ಥಾನ ಸಮಿತಿಯವರು ಉತ್ಸವದ ವ್ಯವಸ್ಥೆ ಮಾಡಿದ್ದರು. — [187, 306, 331, 334]
bold-lead-in: ಹೋಟೆಲ್ ಮುಚ್ಚಿದ ಪರಿಣಾಮ: — [322, 1028, 403, 1036]
black-dot — [504, 1384, 513, 1397]
body-paragraph: ಹೊಸ ಬಡಾವಣೆ ನಿರ್ಮಿಸಲು ಮುಡಾ ಕೆಸರೆ, ನಾಗವಾಲ ಗ್ರಾಮಗಳಲ್ಲಿ 2113 ಎಕರೆ ಭೂಮಿಯನ್ನು ಗುರುತಿಸಿದ್ದು, ಡ್ರೋನ್ ಮೂಲಕ ಸರ್ವೆ ನಡೆಸಲಾಗುತ್ತಿದೆ. — [537, 810, 626, 859]
article-gorur-protest — [35, 372, 331, 699]
article-body — [35, 565, 331, 699]
article-body — [60, 765, 430, 973]
cyan-dot — [57, 1384, 66, 1397]
magenta-dot — [886, 1384, 895, 1397]
page-number: 6 — [79, 51, 93, 78]
registration-marks-right — [872, 1384, 923, 1397]
body-paragraph: 'ನೋ ಸ್ಟಾಕ್' ಫಲಕ ಹಾಕಲಾಗಿದೆ. ಆಟೋ ಗ್ಯಾಸ್‌ಗೆ ಕೆಜಿಗೆ 83 ರೂ. ಇತ್ತು, ಈಗ 90 ರೂ. ಆಗಿದೆ. ನಗರದ ಬಹುತೇಕ ಬಂಕ್‌ಗಳಲ್ಲಿ ಗ್ಯಾಸ್ ಸಿಗದೆ ಚಾಲಕರು ಪರದಾಡುವಂತಾಗಿದೆ. — [60, 766, 178, 804]
dateline: ಬೆಂಗಳೂರು, ಏ.4: — [445, 1187, 488, 1195]
body-column — [537, 762, 626, 1084]
headline-line1: ಮದ್ಯ ಮಾರಾಟ ನಿಷೇಧಿಸುವಂತೆ — [401, 377, 579, 398]
bold-subhead: ಸರ್ವೇ ಹಂತದಲ್ಲಿ ನಿರ್ಮಾಣ: 50:50 — [537, 864, 621, 872]
body-paragraph: ಬೆಂಗಳೂರು, ಏ.4(ಕೆಎಂಸಿ)- ಮುಖ್ಯಮಂತ್ರಿ ಸಿದ್ದರಾಮಯ್ಯ ಆಡಳಿತದ ಅವಧಿಯಲ್ಲಿ ರಾಜ್ಯದ ಸಾಲ 5 ಲಕ್ಷ ಕೋಟಿ ರೂ. ದಾಟಿದೆ ಎಂದು ವಿಧಾನ ಪರಿಷತ್ ಸದಸ್ಯ ಸಿ.ಟಿ.ರವಿ ವಾಗ್ದಾಳಿ ನಡೆಸಿದ್ದಾರೆ. — [640, 761, 736, 809]
column-rule — [333, 92, 334, 366]
yellow-dot — [490, 1384, 499, 1397]
